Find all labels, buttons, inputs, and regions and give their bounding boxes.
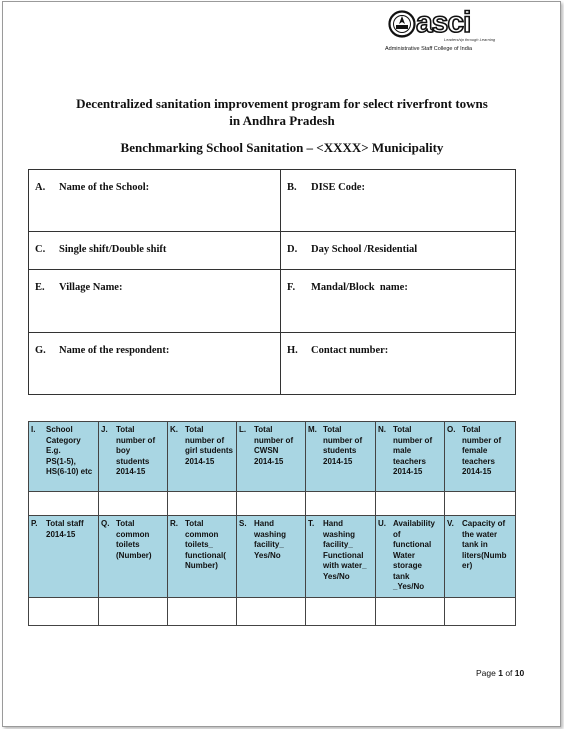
field-label: Contact number:: [311, 345, 389, 356]
entry-cell[interactable]: [99, 598, 168, 626]
field-label: DISE Code:: [311, 182, 365, 193]
column-key: M.: [308, 425, 317, 434]
field-key: F.: [287, 282, 296, 293]
column-label: School Category E.g. PS(1-5), HS(6-10) etc: [46, 425, 93, 476]
header-cell: [99, 422, 168, 492]
title-line-2: in Andhra Pradesh: [229, 113, 335, 128]
entry-row: [29, 492, 516, 516]
entry-cell[interactable]: [237, 492, 306, 516]
column-key: I.: [31, 425, 36, 434]
info-row: [29, 232, 516, 270]
column-label: Total common toilets_ functional( Number): [185, 519, 226, 570]
column-label: Total number of boy students 2014-15: [116, 425, 156, 476]
of-label: of: [502, 668, 515, 678]
info-cell[interactable]: [281, 333, 516, 395]
entry-cell[interactable]: [376, 598, 445, 626]
field-key: A.: [35, 182, 46, 193]
column-key: U.: [378, 519, 386, 528]
column-key: S.: [239, 519, 247, 528]
entry-cell[interactable]: [376, 492, 445, 516]
info-cell[interactable]: [29, 333, 281, 395]
header-cell: [99, 516, 168, 598]
info-cell[interactable]: [29, 170, 281, 232]
header-cell: [168, 516, 237, 598]
entry-cell[interactable]: [306, 492, 376, 516]
info-cell[interactable]: [281, 232, 516, 270]
column-label: Capacity of the water tank in liters(Numb er): [462, 519, 507, 570]
student-teacher-table: [28, 421, 516, 516]
org-name: Administrative Staff College of India: [385, 46, 473, 52]
header-cell: [237, 516, 306, 598]
entry-cell[interactable]: [99, 492, 168, 516]
field-label: Day School /Residential: [311, 244, 418, 255]
column-label: Hand washing facility_ Yes/No: [254, 519, 287, 560]
title-line-1: Decentralized sanitation improvement program for select riverfront towns: [76, 96, 488, 111]
column-key: T.: [308, 519, 315, 528]
entry-cell[interactable]: [445, 492, 516, 516]
column-key: O.: [447, 425, 456, 434]
column-key: Q.: [101, 519, 110, 528]
logo-wordmark: asci: [416, 6, 471, 39]
field-key: D.: [287, 244, 298, 255]
header-row: [29, 422, 516, 492]
field-key: E.: [35, 282, 45, 293]
header-cell: [237, 422, 306, 492]
info-cell[interactable]: [29, 270, 281, 333]
document-title: [0, 95, 564, 129]
header-cell: [168, 422, 237, 492]
info-cell[interactable]: [281, 270, 516, 333]
info-row: [29, 170, 516, 232]
column-label: Availability of functional Water storage tank _Yes/No: [393, 519, 435, 591]
entry-cell[interactable]: [29, 492, 99, 516]
entry-cell[interactable]: [29, 598, 99, 626]
entry-cell[interactable]: [168, 598, 237, 626]
document-subtitle: Benchmarking School Sanitation – <XXXX> Municipality: [120, 140, 444, 155]
page-footer: [476, 668, 524, 678]
entry-cell[interactable]: [306, 598, 376, 626]
field-key: C.: [35, 244, 46, 255]
field-label: Mandal/Block name:: [311, 282, 408, 293]
entry-row: [29, 598, 516, 626]
info-row: [29, 333, 516, 395]
entry-cell[interactable]: [445, 598, 516, 626]
header-cell: [376, 422, 445, 492]
header-cell: [306, 422, 376, 492]
header-cell: [445, 516, 516, 598]
page-label: Page: [476, 668, 499, 678]
column-label: Hand washing facility_ Functional with water_ Yes/No: [323, 519, 367, 581]
emblem-icon: [388, 10, 416, 40]
column-key: P.: [31, 519, 38, 528]
entry-cell[interactable]: [168, 492, 237, 516]
column-key: R.: [170, 519, 178, 528]
school-info-table: [28, 169, 516, 395]
header-cell: [29, 516, 99, 598]
info-cell[interactable]: [29, 232, 281, 270]
column-label: Total number of male teachers 2014-15: [393, 425, 433, 476]
column-label: Total staff 2014-15: [46, 519, 84, 539]
header-cell: [29, 422, 99, 492]
column-key: N.: [378, 425, 386, 434]
info-cell[interactable]: [281, 170, 516, 232]
info-row: [29, 270, 516, 333]
column-label: Total common toilets (Number): [116, 519, 152, 560]
column-key: L.: [239, 425, 247, 434]
field-label: Name of the School:: [59, 182, 150, 193]
sanitation-facilities-table: [28, 515, 516, 626]
column-label: Total number of students 2014-15: [323, 425, 363, 466]
header-row: [29, 516, 516, 598]
column-key: J.: [101, 425, 108, 434]
entry-cell[interactable]: [237, 598, 306, 626]
column-key: K.: [170, 425, 178, 434]
column-label: Total number of girl students 2014-15: [185, 425, 234, 466]
header-cell: [445, 422, 516, 492]
page-number: 1: [498, 668, 503, 678]
field-label: Name of the respondent:: [59, 345, 170, 356]
field-key: G.: [35, 345, 46, 356]
column-key: V.: [447, 519, 454, 528]
column-label: Total number of CWSN 2014-15: [254, 425, 294, 466]
column-label: Total number of female teachers 2014-15: [462, 425, 502, 476]
field-label: Single shift/Double shift: [59, 244, 167, 255]
field-key: H.: [287, 345, 298, 356]
header-cell: [306, 516, 376, 598]
logo-tagline: Leadership through Learning: [444, 37, 496, 42]
header-cell: [376, 516, 445, 598]
field-key: B.: [287, 182, 297, 193]
page-total: 10: [514, 668, 525, 678]
field-label: Village Name:: [59, 282, 123, 293]
